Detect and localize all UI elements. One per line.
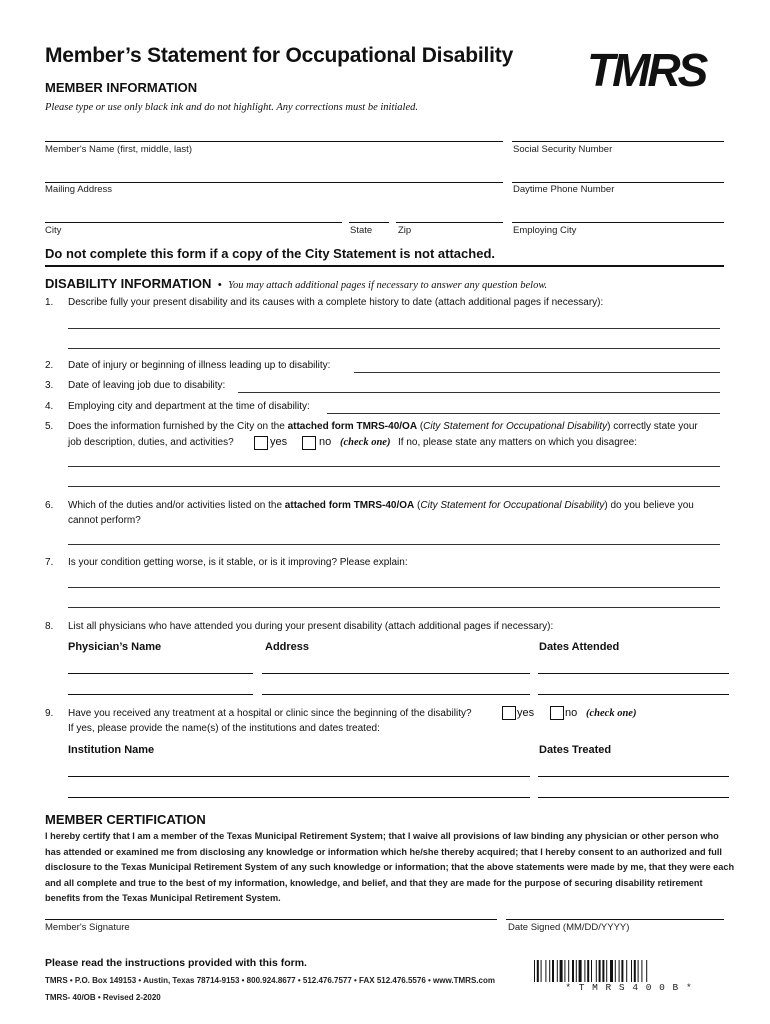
q5-check-one: (check one) [340,437,391,448]
q5-no-checkbox[interactable] [302,436,316,450]
dates-attended-field[interactable] [538,694,729,695]
q5-disagree-text: If no, please state any matters on which you disagree: [398,437,638,448]
q5-answer-line[interactable] [68,466,720,467]
q7-answer-line[interactable] [68,587,720,588]
q9-text-line2: If yes, please provide the name(s) of the institutions and dates treated: [68,723,380,734]
phone-field[interactable] [512,182,724,183]
barcode [534,960,724,982]
member-name-field[interactable] [45,141,503,142]
q7-text: Is your condition getting worse, is it stable, or is it improving? Please explain: [68,557,408,568]
q3-answer-line[interactable] [238,392,720,393]
q6-text: Which of the duties and/or activities listed on the attached form TMRS-40/OA (City Statement for Occupational Disability) do you believe you [68,500,694,511]
q3-number: 3. [45,380,54,391]
city-label: City [45,225,62,236]
member-info-heading: MEMBER INFORMATION [45,80,198,95]
footer-contact: TMRS • P.O. Box 149153 • Austin, Texas 78714-9153 • 800.924.8677 • 512.476.7577 • FAX 512.476.5576 • www.TMRS.com [45,976,495,985]
q1-answer-line[interactable] [68,328,720,329]
q5-yes-checkbox[interactable] [254,436,268,450]
barcode-text: * T M R S 4 0 0 B * [565,982,693,993]
q9-yes-checkbox[interactable] [502,706,516,720]
q6-answer-line[interactable] [68,544,720,545]
physician-name-header: Physician’s Name [68,641,162,653]
physician-name-field[interactable] [68,673,253,674]
q7-answer-line[interactable] [68,607,720,608]
address-header: Address [265,641,310,653]
q1-text: Describe fully your present disability and its causes with a complete history to date (attach additional pages if necessary): [68,297,604,308]
institution-name-field[interactable] [68,797,530,798]
mailing-address-field[interactable] [45,182,503,183]
institution-name-header: Institution Name [68,744,155,756]
attach-note: You may attach additional pages if necessary to answer any question below. [228,280,548,291]
state-field[interactable] [349,222,389,223]
svg-text:TMRS: TMRS [587,46,706,92]
state-label: State [350,225,373,236]
disability-heading: DISABILITY INFORMATION [45,276,212,291]
q5-number: 5. [45,421,54,432]
employing-city-field[interactable] [512,222,724,223]
zip-label: Zip [398,225,412,236]
certification-text: I hereby certify that I am a member of the Texas Municipal Retirement System; that I waive all provisions of law binding any physician or other person who has attended or examined me from disclosing any knowledge or information which he/she thereby acquired; that I hereby consent to an authorized and full disclosure to the Texas Municipal Retirement System of any such knowledge or information; that the above statements were made by me, that they were each and all complete and true to the best of my information, knowledge, and belief, and that they are made for the purpose of securing disability retirement benefits from the Texas Municipal Retirement System. [45,831,735,903]
dates-treated-field[interactable] [538,797,729,798]
tmrs-logo [587,46,730,92]
member-name-label: Member's Name (first, middle, last) [45,144,192,155]
q7-number: 7. [45,557,54,568]
attachment-warning: Do not complete this form if a copy of the City Statement is not attached. [45,246,495,261]
disability-heading-row [45,275,547,293]
dates-treated-field[interactable] [538,776,729,777]
q2-number: 2. [45,360,54,371]
q9-text: Have you received any treatment at a hospital or clinic since the beginning of the disability? [68,708,472,719]
q4-number: 4. [45,401,54,412]
q8-number: 8. [45,621,54,632]
employing-city-label: Employing City [513,225,577,236]
phone-label: Daytime Phone Number [513,184,615,195]
zip-field[interactable] [396,222,503,223]
q9-number: 9. [45,708,54,719]
warning-divider [45,265,724,267]
q2-text: Date of injury or beginning of illness leading up to disability: [68,360,331,371]
physician-name-field[interactable] [68,694,253,695]
form-title: Member’s Statement for Occupational Disability [45,44,514,67]
dates-attended-header: Dates Attended [539,641,620,653]
q5-no-label: no [319,436,332,448]
read-instructions-note: Please read the instructions provided with this form. [45,957,307,969]
q9-no-checkbox[interactable] [550,706,564,720]
date-signed-label: Date Signed (MM/DD/YYYY) [508,922,630,933]
city-field[interactable] [45,222,342,223]
q5-yes-label: yes [270,436,288,448]
signature-field[interactable] [45,919,497,920]
dates-treated-header: Dates Treated [539,744,612,756]
q5-text-line2: job description, duties, and activities? [68,437,234,448]
q6-text-line2: cannot perform? [68,515,141,526]
q4-answer-line[interactable] [327,413,720,414]
certification-heading: MEMBER CERTIFICATION [45,812,206,827]
mailing-address-label: Mailing Address [45,184,113,195]
ssn-label: Social Security Number [513,144,613,155]
q5-text: Does the information furnished by the City on the attached form TMRS-40/OA (City Statement for Occupational Disability) correctly state your [68,421,698,432]
ssn-field[interactable] [512,141,724,142]
form-revision: TMRS- 40/OB • Revised 2-2020 [45,993,161,1002]
q3-text: Date of leaving job due to disability: [68,380,226,391]
dates-attended-field[interactable] [538,673,729,674]
q1-answer-line[interactable] [68,348,720,349]
q4-text: Employing city and department at the time of disability: [68,401,310,412]
physician-address-field[interactable] [262,694,530,695]
signature-label: Member's Signature [45,922,130,933]
q9-no-label: no [565,707,578,719]
institution-name-field[interactable] [68,776,530,777]
heading-bullet: • [217,279,222,291]
q2-answer-line[interactable] [354,372,720,373]
ink-instruction: Please type or use only black ink and do not highlight. Any corrections must be initialed. [45,102,418,113]
q9-check-one: (check one) [586,708,637,719]
date-signed-field[interactable] [506,919,724,920]
q1-number: 1. [45,297,54,308]
q9-yes-label: yes [517,707,535,719]
q5-answer-line[interactable] [68,486,720,487]
q6-number: 6. [45,500,54,511]
q8-text: List all physicians who have attended you during your present disability (attach additional pages if necessary): [68,621,554,632]
physician-address-field[interactable] [262,673,530,674]
